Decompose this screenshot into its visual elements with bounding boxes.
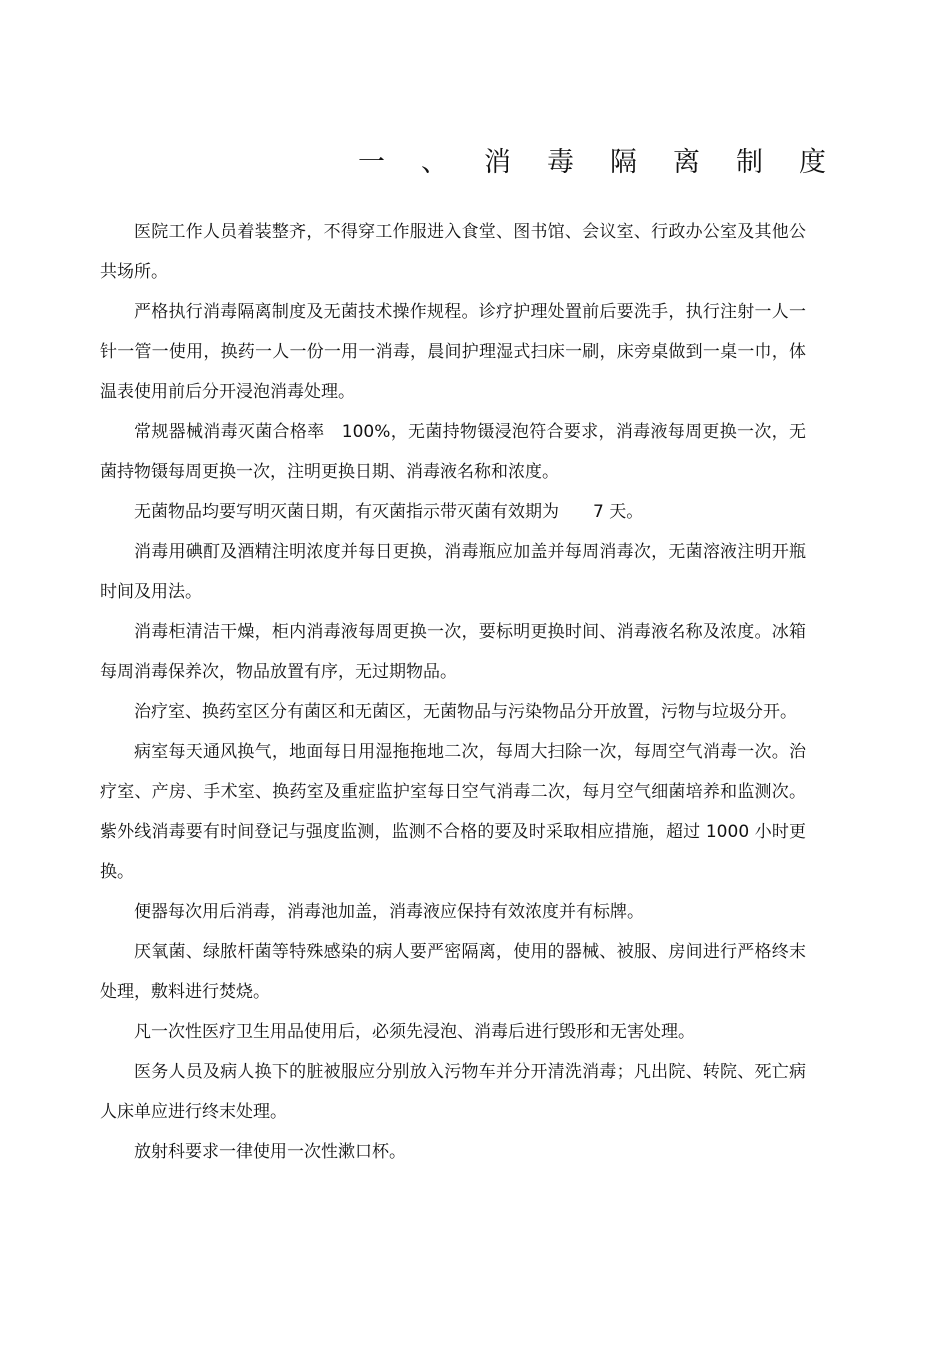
paragraph: 厌氧菌、绿脓杆菌等特殊感染的病人要严密隔离，使用的器械、被服、房间进行严格终末处理，敷料进行焚烧。 [100,942,806,1002]
document-body [100,212,806,1172]
document-title: 一、消毒隔离制度 [358,147,862,178]
paragraph: 便器每次用后消毒，消毒池加盖，消毒液应保持有效浓度并有标牌。 [134,902,644,922]
paragraph: 消毒柜清洁干燥，柜内消毒液每周更换一次，要标明更换时间、消毒液名称及浓度。冰箱每周消毒保养次，物品放置有序，无过期物品。 [100,622,806,682]
paragraph: 消毒用碘酊及酒精注明浓度并每日更换，消毒瓶应加盖并每周消毒次，无菌溶液注明开瓶时间及用法。 [100,542,806,602]
paragraph: 放射科要求一律使用一次性漱口杯。 [134,1142,406,1162]
paragraph: 医务人员及病人换下的脏被服应分别放入污物车并分开清洗消毒；凡出院、转院、死亡病人床单应进行终末处理。 [100,1062,806,1122]
paragraph: 医院工作人员着装整齐，不得穿工作服进入食堂、图书馆、会议室、行政办公室及其他公共场所。 [100,222,806,282]
paragraph: 治疗室、换药室区分有菌区和无菌区，无菌物品与污染物品分开放置，污物与垃圾分开。 [134,702,797,722]
paragraph: 严格执行消毒隔离制度及无菌技术操作规程。诊疗护理处置前后要洗手，执行注射一人一针一管一使用，换药一人一份一用一消毒，晨间护理湿式扫床一刷，床旁桌做到一桌一巾，体温表使用前后分开浸泡消毒处理。 [100,302,806,402]
paragraph: 无菌物品均要写明灭菌日期，有灭菌指示带灭菌有效期为 7 天。 [134,502,644,522]
paragraph: 病室每天通风换气，地面每日用湿拖拖地二次，每周大扫除一次，每周空气消毒一次。治疗室、产房、手术室、换药室及重症监护室每日空气消毒二次，每月空气细菌培养和监测次。紫外线消毒要有时间登记与强度监测，监测不合格的要及时采取相应措施，超过 1000 小时更换。 [100,742,806,882]
paragraph: 凡一次性医疗卫生用品使用后，必须先浸泡、消毒后进行毁形和无害处理。 [134,1022,695,1042]
paragraph: 常规器械消毒灭菌合格率 100%，无菌持物镊浸泡符合要求，消毒液每周更换一次，无菌持物镊每周更换一次，注明更换日期、消毒液名称和浓度。 [100,422,806,482]
